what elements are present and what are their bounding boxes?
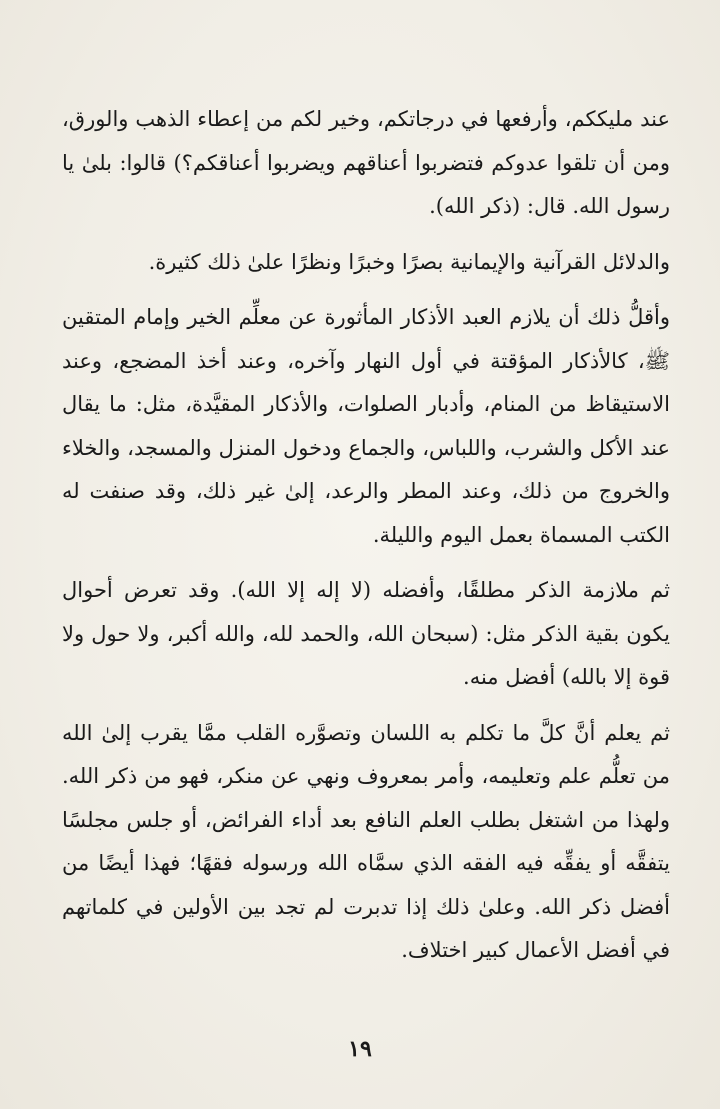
paragraph-2: والدلائل القرآنية والإيمانية بصرًا وخبرًا ونظرًا علىٰ ذلك كثيرة. (148, 249, 670, 274)
page-body (62, 98, 670, 985)
page-number: ١٩ (348, 1036, 372, 1062)
paragraph-4: ثم ملازمة الذكر مطلقًا، وأفضله (لا إله إلا الله). وقد تعرض أحوال يكون بقية الذكر مثل: (سبحان الله، والحمد لله، والله أكبر، ولا حول ولا قوة إلا بالله) أفضل منه. (62, 578, 670, 689)
paragraph-3: وأقلُّ ذلك أن يلازم العبد الأذكار المأثورة عن معلِّم الخير وإمام المتقين ﷺ، كالأذكار المؤقتة في أول النهار وآخره، وعند أخذ المضجع، وعند الاستيقاظ من المنام، وأدبار الصلوات، والأذكار المقيَّدة، مثل: ما يقال عند الأكل والشرب، واللباس، والجماع ودخول المنزل والمسجد، والخلاء والخروج من ذلك، وعند المطر والرعد، إلىٰ غير ذلك، وقد صنفت له الكتب المسماة بعمل اليوم والليلة. (62, 305, 670, 547)
paragraph-1: عند مليككم، وأرفعها في درجاتكم، وخير لكم من إعطاء الذهب والورق، ومن أن تلقوا عدوكم فتضربوا أعناقهم ويضربوا أعناقكم؟) قالوا: بلىٰ يا رسول الله. قال: (ذكر الله). (62, 107, 670, 218)
paragraph-5: ثم يعلم أنَّ كلَّ ما تكلم به اللسان وتصوَّره القلب ممَّا يقرب إلىٰ الله من تعلُّم علم وتعليمه، وأمر بمعروف ونهي عن منكر، فهو من ذكر الله. ولهذا من اشتغل بطلب العلم النافع بعد أداء الفرائض، أو جلس مجلسًا يتفقَّه أو يفقِّه فيه الفقه الذي سمَّاه الله ورسوله فقهًا؛ فهذا أيضًا من أفضل ذكر الله. وعلىٰ ذلك إذا تدبرت لم تجد بين الأولين في كلماتهم في أفضل الأعمال كبير اختلاف. (62, 720, 670, 962)
